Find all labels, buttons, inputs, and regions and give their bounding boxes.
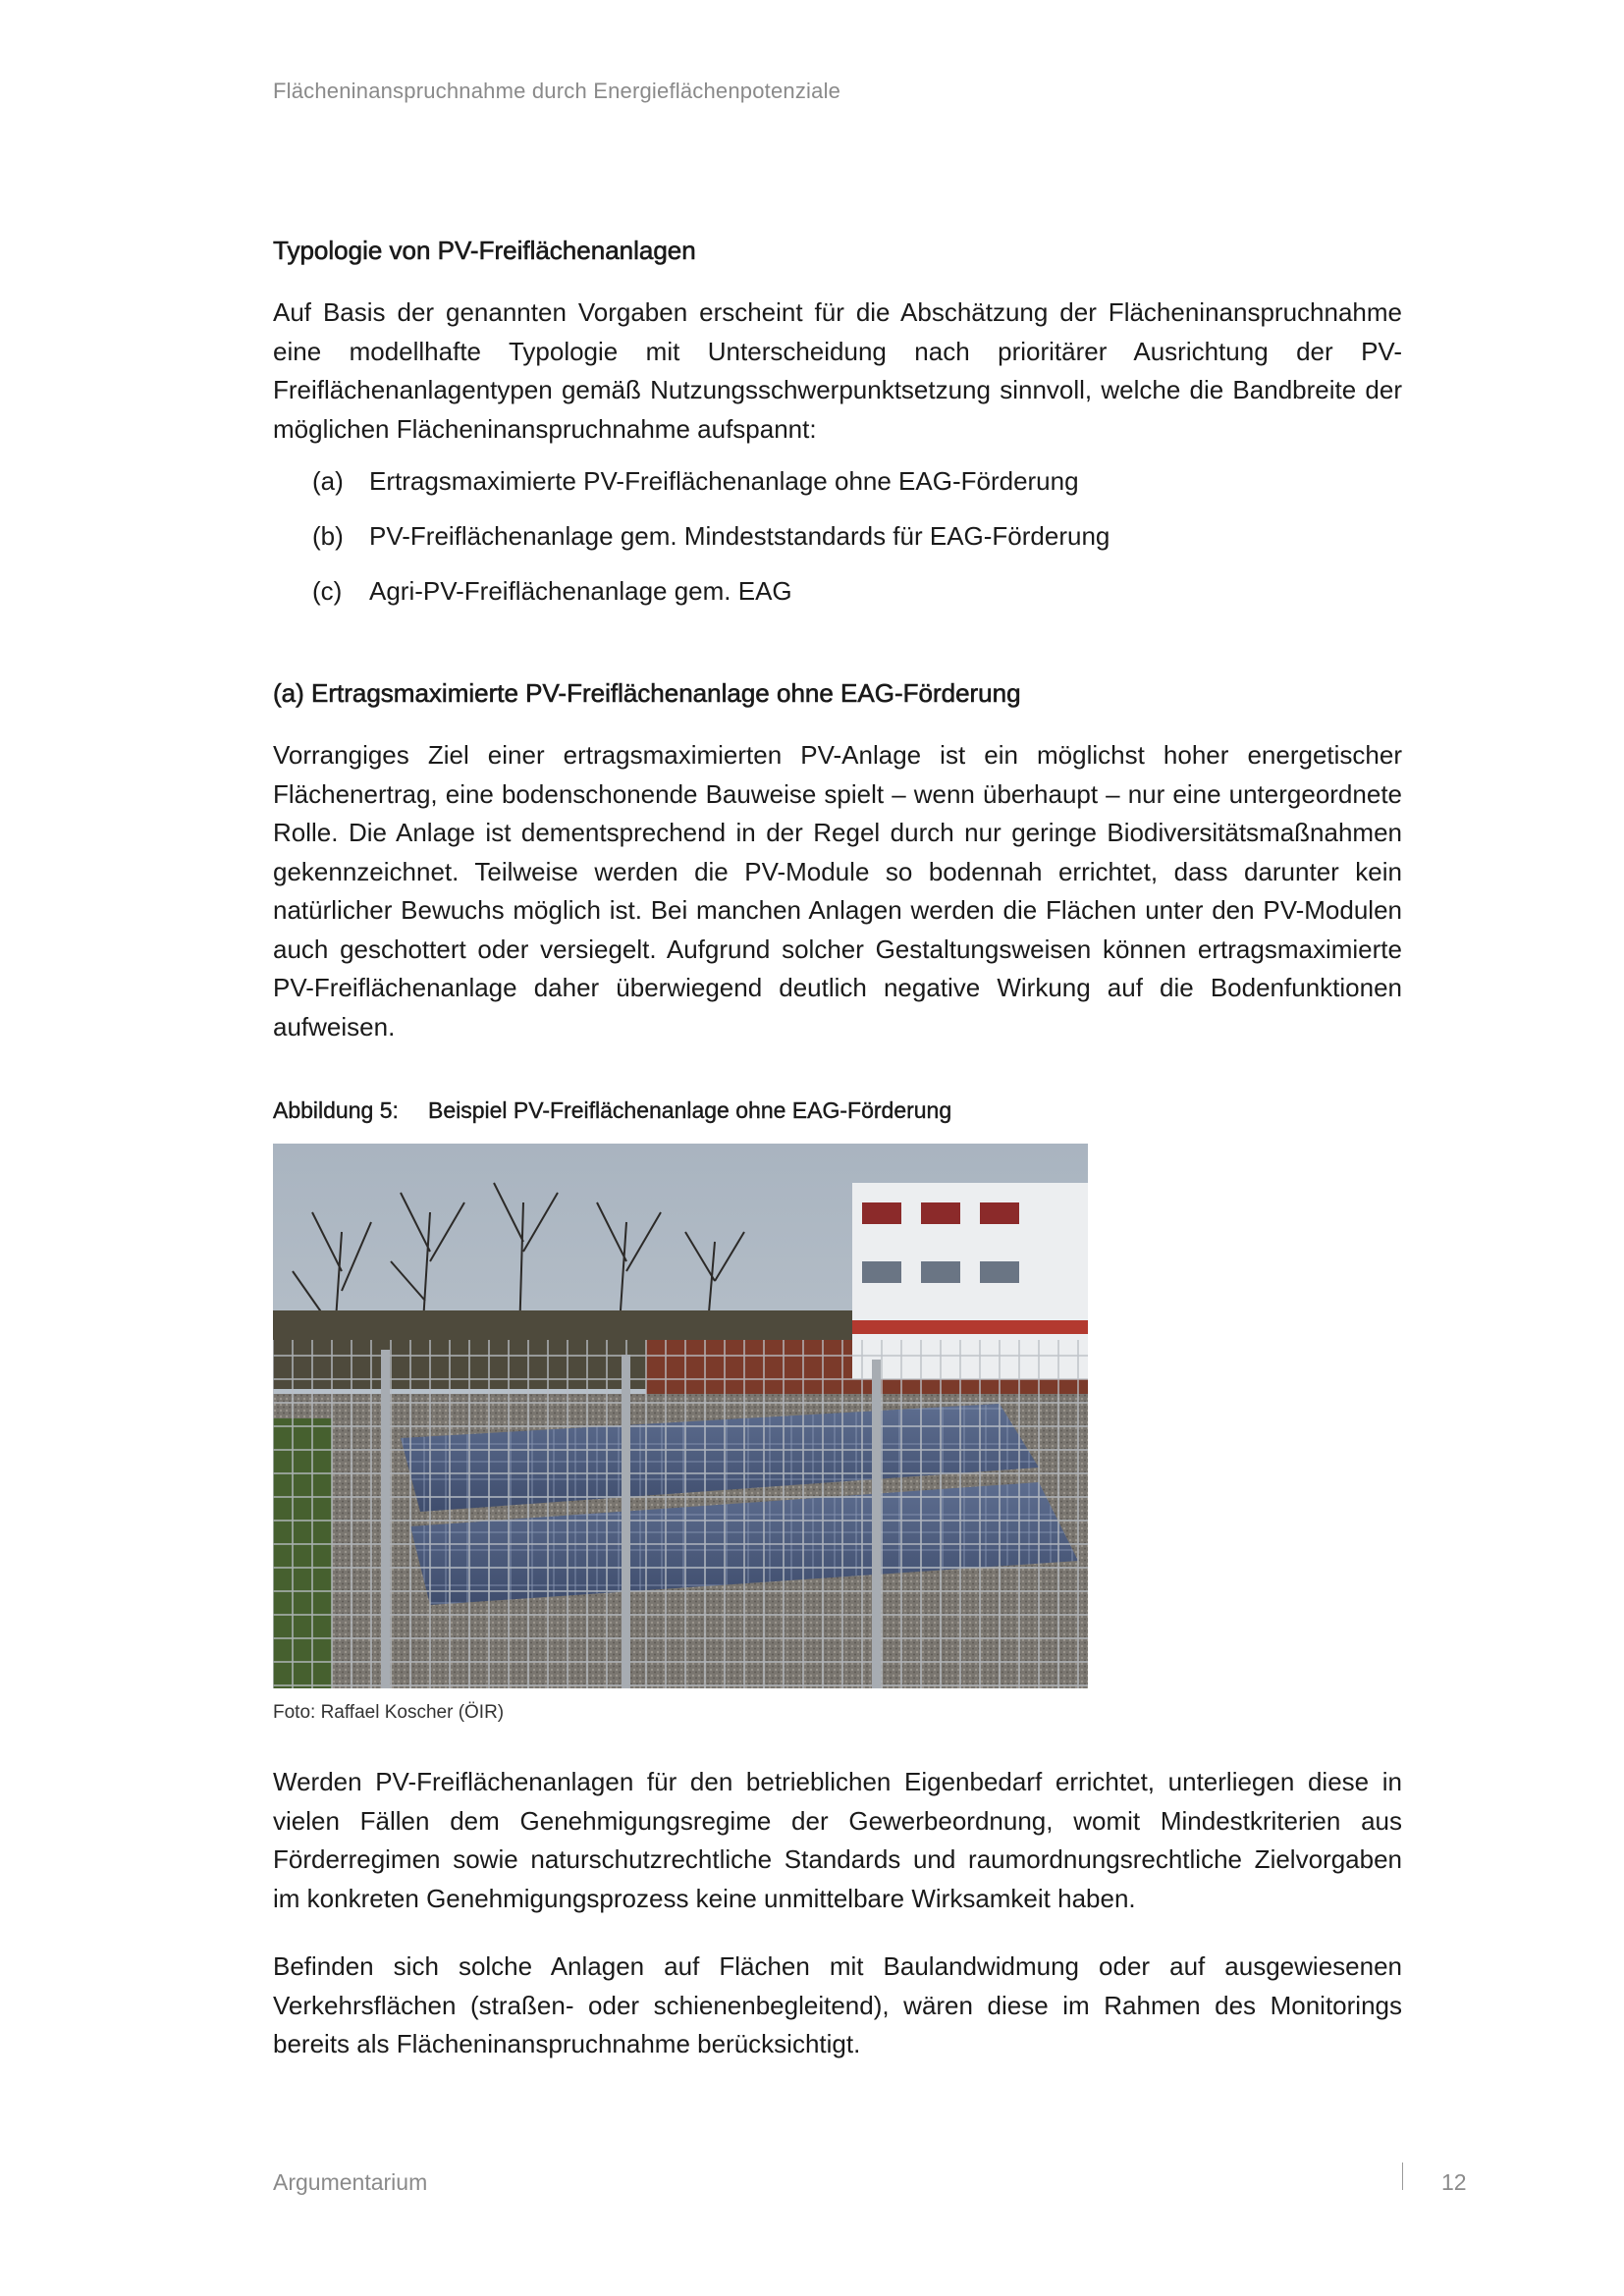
footer-divider [1402, 2163, 1403, 2190]
list-item [273, 572, 1402, 611]
list-marker: (a) [312, 466, 344, 496]
typology-intro-paragraph: Auf Basis der genannten Vorgaben erscheint für die Abschätzung der Flächeninanspruchnahme eine modellhafte Typologie mit Unterscheidung nach prioritärer Ausrichtung der PV-Freiflächenanlagentypen gemäß Nutzungsschwerpunktsetzung sinnvoll, welche die Bandbreite der möglichen Flächeninanspruchnahme aufspannt: [273, 297, 1402, 444]
page-content [273, 236, 1402, 2064]
type-a-paragraph: Vorrangiges Ziel einer ertragsmaximierten PV-Anlage ist ein möglichst hoher energetischer Flächenertrag, eine bodenschonende Bauweise spielt – wenn überhaupt – nur eine untergeordnete Rolle. Die Anlage ist dementsprechend in der Regel durch nur geringe Biodiversitätsmaßnahmen gekennzeichnet. Teilweise werden die PV-Module so bodennah errichtet, dass darunter kein natürlicher Bewuchs möglich ist. Bei manchen Anlagen werden die Flächen unter den PV-Modulen auch geschottert oder versiegelt. Aufgrund solcher Gestaltungsweisen können ertragsmaximierte PV-Freiflächenanlage daher überwiegend deutlich negative Wirkung auf die Bodenfunktionen aufweisen. [273, 740, 1402, 1041]
photo-credit: Foto: Raffael Koscher (ÖIR) [273, 1702, 505, 1723]
monitoring-paragraph: Befinden sich solche Anlagen auf Flächen mit Baulandwidmung oder auf ausgewiesenen Verkehrsflächen (straßen- oder schienenbegleitend), wären diese im Rahmen des Monitorings bereits als Flächeninanspruchnahme berücksichtigt. [273, 1951, 1402, 2058]
list-item-text: PV-Freiflächenanlage gem. Mindeststandards für EAG-Förderung [369, 521, 1110, 551]
page-number: 12 [1441, 2169, 1467, 2195]
list-item-text: Agri-PV-Freiflächenanlage gem. EAG [369, 576, 792, 606]
running-header: Flächeninanspruchnahme durch Energieflächenpotenziale [273, 79, 841, 103]
solar-farm-photo [273, 1144, 1088, 1688]
fence [273, 1340, 1088, 1688]
permit-paragraph: Werden PV-Freiflächenanlagen für den betrieblichen Eigenbedarf errichtet, unterliegen diese in vielen Fällen dem Genehmigungsregime der Gewerbeordnung, womit Mindestkriterien aus Förderregimen sowie naturschutzrechtliche Standards und raumordnungsrechtliche Zielvorgaben im konkreten Genehmigungsprozess keine unmittelbare Wirksamkeit haben. [273, 1767, 1402, 1913]
typology-list [273, 462, 1402, 611]
list-marker: (c) [312, 576, 343, 606]
figure-caption [273, 1097, 1402, 1124]
figure-title: Beispiel PV-Freiflächenanlage ohne EAG-Förderung [428, 1097, 952, 1123]
figure-label: Abbildung 5: [273, 1097, 399, 1123]
list-item [273, 517, 1402, 556]
section-heading-type-a: (a) Ertragsmaximierte PV-Freiflächenanlage ohne EAG-Förderung [273, 678, 1021, 708]
list-marker: (b) [312, 521, 344, 551]
list-item [273, 462, 1402, 501]
footer-title: Argumentarium [273, 2169, 428, 2195]
section-heading-typology: Typologie von PV-Freiflächenanlagen [273, 236, 696, 265]
list-item-text: Ertragsmaximierte PV-Freiflächenanlage ohne EAG-Förderung [369, 466, 1079, 496]
